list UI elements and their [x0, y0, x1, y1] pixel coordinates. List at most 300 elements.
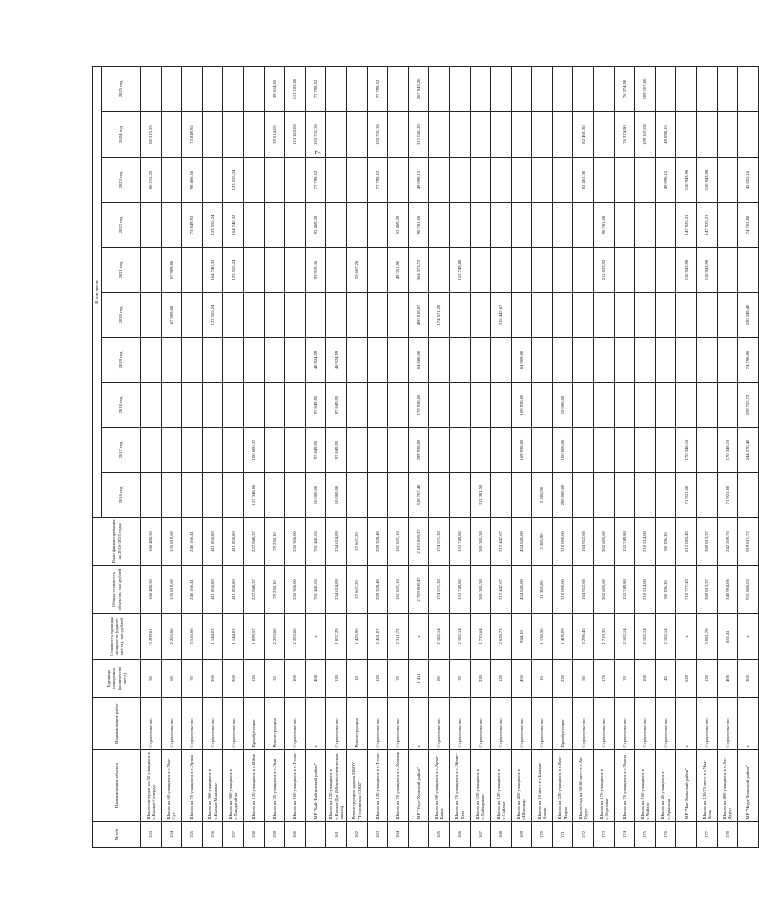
table-row — [182, 66, 203, 847]
year-value: 97 849,95 — [326, 383, 347, 428]
table-row — [738, 66, 759, 847]
header-unit-cost: Стоимость единицы мощности (одного места), тыс.рублей — [93, 614, 141, 660]
year-value — [532, 248, 553, 293]
year-value — [532, 428, 553, 473]
unit-count: 35 — [264, 660, 285, 698]
table-row — [367, 66, 388, 847]
year-value: 10 000,00 — [305, 473, 326, 518]
year-value: 10 000,00 — [326, 473, 347, 518]
table-row — [388, 66, 409, 847]
table-row — [285, 66, 306, 847]
total-cost: 302 605,60 — [594, 566, 615, 614]
year-value: 71 921,60 — [717, 473, 738, 518]
plan-total: 381 381,50 — [470, 518, 491, 566]
year-value — [429, 203, 450, 248]
year-value — [243, 248, 264, 293]
year-value — [326, 203, 347, 248]
year-value — [388, 158, 409, 203]
row-num: 177 — [697, 822, 718, 848]
year-value: 84 969,00 — [511, 338, 532, 383]
header-name: Наименование объекта — [93, 750, 141, 822]
unit-cost: 851,41 — [717, 614, 738, 660]
year-value: 315 447,67 — [491, 293, 512, 338]
year-value — [655, 66, 676, 111]
year-value: 77 798,52 — [305, 158, 326, 203]
year-value — [388, 112, 409, 158]
unit-count: 120 — [326, 660, 347, 698]
year-value — [141, 383, 162, 428]
object-name: Школа на 360 учащихся в с.Хандагайты — [223, 750, 244, 822]
plan-total: 79 228,10 — [264, 518, 285, 566]
unit-count: 70 — [182, 660, 203, 698]
year-value: 211 823,92 — [594, 248, 615, 293]
year-value — [655, 473, 676, 518]
year-value — [491, 203, 512, 248]
unit-cost: 2 263,66 — [285, 614, 306, 660]
year-value — [223, 473, 244, 518]
row-num: 178 — [717, 822, 738, 848]
year-value: 147 925,31 — [676, 203, 697, 248]
year-value — [243, 293, 264, 338]
header-year: 2023 год — [102, 158, 141, 203]
year-value — [573, 248, 594, 293]
year-value — [182, 473, 203, 518]
year-value — [367, 473, 388, 518]
unit-count: 360 — [223, 660, 244, 698]
row-num: 176 — [655, 822, 676, 848]
year-value — [594, 66, 615, 111]
unit-count: 408 — [305, 660, 326, 698]
year-value — [614, 383, 635, 428]
year-value: 67 909,80 — [161, 293, 182, 338]
plan-total: 411 850,80 — [202, 518, 223, 566]
year-value — [491, 112, 512, 158]
plan-total: 424 845,00 — [511, 518, 532, 566]
year-value: 52 469,20 — [388, 203, 409, 248]
year-value: 169 938,00 — [511, 383, 532, 428]
year-value — [326, 66, 347, 111]
year-value: 73 849,92 — [182, 203, 203, 248]
unit-cost: x — [676, 614, 697, 660]
row-num: 156 — [202, 822, 223, 848]
year-value: 49 098,15 — [655, 158, 676, 203]
row-num: 168 — [491, 822, 512, 848]
year-value — [635, 158, 656, 203]
table-row — [202, 66, 223, 847]
header-year: 2016 год — [102, 473, 141, 518]
table-row — [573, 66, 594, 847]
year-value — [594, 158, 615, 203]
table-row — [532, 66, 553, 847]
year-value: 109 107,00 — [635, 66, 656, 111]
year-value — [552, 158, 573, 203]
total-cost: 701 441,65 — [305, 566, 326, 614]
row-num: 158 — [243, 822, 264, 848]
row-num: 175 — [635, 822, 656, 848]
year-value — [511, 248, 532, 293]
year-value — [552, 112, 573, 158]
unit-cost: 2 628,73 — [491, 614, 512, 660]
year-value — [388, 428, 409, 473]
total-cost: 174 571,20 — [429, 566, 450, 614]
year-value — [738, 112, 759, 158]
object-name: Школа на 35 учащихся в с.Эми — [264, 750, 285, 822]
year-value — [202, 158, 223, 203]
plan-total: 2 633 069,37 — [408, 518, 429, 566]
year-value: 45 052,10 — [738, 158, 759, 203]
unit-cost: 2 263,66 — [264, 614, 285, 660]
year-value — [367, 338, 388, 383]
year-value: 220 349,40 — [738, 293, 759, 338]
header-year: 2018 год — [102, 383, 141, 428]
table-row — [223, 66, 244, 847]
page-number: 7 — [313, 150, 323, 155]
year-value — [264, 428, 285, 473]
object-name: Школа на 120/75 мест в с.Чаа-Холь — [697, 750, 718, 822]
plan-total: 152 749,80 — [449, 518, 470, 566]
unit-count: 70 — [388, 660, 409, 698]
year-value: 364 373,72 — [408, 248, 429, 293]
work-type: Строительство — [182, 698, 203, 750]
year-value: 313 381,50 — [470, 473, 491, 518]
year-value — [491, 473, 512, 518]
unit-count: 220 — [552, 660, 573, 698]
year-value — [141, 66, 162, 111]
work-type: x — [738, 698, 759, 750]
year-value — [264, 158, 285, 203]
work-type: Строительство — [511, 698, 532, 750]
year-value: 164 740,32 — [202, 248, 223, 293]
year-value — [717, 338, 738, 383]
year-value — [141, 293, 162, 338]
unit-cost: 1 144,03 — [223, 614, 244, 660]
year-value — [717, 158, 738, 203]
work-type: Строительство — [161, 698, 182, 750]
plan-total: 164 922,60 — [573, 518, 594, 566]
header-year: 2019 год — [102, 338, 141, 383]
work-type: Строительство — [367, 698, 388, 750]
year-value — [285, 203, 306, 248]
table-row — [614, 66, 635, 847]
unit-count: 70 — [614, 660, 635, 698]
table-row — [552, 66, 573, 847]
total-cost: 161 821,10 — [388, 566, 409, 614]
year-value — [655, 383, 676, 428]
year-value: 84 880,00 — [408, 338, 429, 383]
year-value: 90 781,68 — [408, 203, 429, 248]
year-value — [449, 112, 470, 158]
year-value — [697, 428, 718, 473]
row-num: 174 — [614, 822, 635, 848]
year-value — [655, 248, 676, 293]
unit-cost: 1 857,29 — [326, 614, 347, 660]
year-value — [202, 66, 223, 111]
year-value — [449, 66, 470, 111]
year-value — [388, 383, 409, 428]
year-value — [326, 112, 347, 158]
year-value — [161, 112, 182, 158]
total-cost: 164 922,60 — [573, 566, 594, 614]
total-cost: 310 000,00 — [552, 566, 573, 614]
year-value: 82 461,30 — [573, 112, 594, 158]
table-row — [326, 66, 347, 847]
year-value — [285, 248, 306, 293]
plan-total: 369 813,37 — [697, 518, 718, 566]
work-type: Строительство — [614, 698, 635, 750]
year-value — [285, 473, 306, 518]
work-type: x — [676, 698, 697, 750]
year-value — [491, 66, 512, 111]
plan-total: 315 447,67 — [491, 518, 512, 566]
object-name: Реконструкция здания МБОУ "Тээлинская СОШ" — [346, 750, 367, 822]
year-value — [161, 66, 182, 111]
year-value — [614, 338, 635, 383]
year-value — [449, 293, 470, 338]
year-value: 82 461,30 — [573, 158, 594, 203]
unit-cost: x — [738, 614, 759, 660]
object-name: Школа на 100 учащихся в с.Тээли — [285, 750, 306, 822]
object-name: Школа-сад на 50/40 мест в с.Ак-Туруг — [573, 750, 594, 822]
year-value — [264, 203, 285, 248]
row-num: 173 — [594, 822, 615, 848]
year-value: 123 555,24 — [223, 158, 244, 203]
table-row — [161, 66, 182, 847]
row-num: 160 — [285, 822, 306, 848]
year-value — [285, 428, 306, 473]
total-cost: 381 381,50 — [470, 566, 491, 614]
header-year: 2025 год — [102, 66, 141, 111]
object-name: Школа на 120 учащихся в с.Тээли — [367, 750, 388, 822]
year-value: 77 798,52 — [367, 66, 388, 111]
year-value — [367, 203, 388, 248]
year-value — [141, 203, 162, 248]
object-name: Школа на 400 учащихся в с.Ак-Дуруг — [717, 750, 738, 822]
row-num: 165 — [429, 822, 450, 848]
year-value: 97 849,95 — [305, 383, 326, 428]
year-value: 110 943,98 — [697, 158, 718, 203]
object-name: Школа на 120 учащихся в с.Кызыл-Даг (Межпоселенческая школа) — [326, 750, 347, 822]
unit-cost: 1 899,57 — [243, 614, 264, 660]
table-row — [346, 66, 367, 847]
object-name: Школа на 70 учащихся в с.Хемчик — [388, 750, 409, 822]
year-value — [367, 428, 388, 473]
header-year: 2020 год — [102, 293, 141, 338]
work-type: Строительство — [573, 698, 594, 750]
row-num — [408, 822, 429, 848]
unit-cost: 2 182,14 — [655, 614, 676, 660]
year-value — [717, 112, 738, 158]
year-value — [532, 383, 553, 428]
year-value — [594, 428, 615, 473]
year-value — [326, 248, 347, 293]
total-cost: 160 480,50 — [141, 566, 162, 614]
year-value — [223, 383, 244, 428]
year-value — [264, 248, 285, 293]
year-value — [470, 248, 491, 293]
total-cost: 135 819,60 — [161, 566, 182, 614]
year-value — [429, 112, 450, 158]
year-value — [367, 383, 388, 428]
year-value — [161, 338, 182, 383]
work-type: Строительство — [491, 698, 512, 750]
year-value: 110 943,98 — [676, 248, 697, 293]
total-cost: 227 948,37 — [243, 566, 264, 614]
year-value — [594, 383, 615, 428]
year-value — [511, 293, 532, 338]
unit-cost: 2 182,14 — [449, 614, 470, 660]
year-value — [388, 473, 409, 518]
year-value — [511, 473, 532, 518]
unit-cost: 1 138,50 — [532, 614, 553, 660]
year-value — [470, 112, 491, 158]
total-cost: 152 749,80 — [614, 566, 635, 614]
year-value — [717, 248, 738, 293]
unit-cost: 2 263,66 — [161, 614, 182, 660]
year-value: 179 938,00 — [408, 383, 429, 428]
year-value — [717, 66, 738, 111]
year-value — [223, 112, 244, 158]
year-value — [635, 248, 656, 293]
year-value — [470, 66, 491, 111]
table-row — [449, 66, 470, 847]
year-value — [532, 203, 553, 248]
year-value: 299 938,00 — [408, 428, 429, 473]
year-value — [326, 158, 347, 203]
year-value — [552, 66, 573, 111]
year-value — [429, 383, 450, 428]
year-value — [655, 428, 676, 473]
total-cost: 411 850,80 — [223, 566, 244, 614]
year-value — [697, 383, 718, 428]
year-value — [285, 158, 306, 203]
row-num: 167 — [470, 822, 491, 848]
year-value — [429, 248, 450, 293]
unit-count: 50 — [573, 660, 594, 698]
year-value: 5 385,90 — [532, 473, 553, 518]
year-value — [491, 428, 512, 473]
header-work: Наименование работ — [93, 698, 141, 750]
unit-cost: 2 182,14 — [429, 614, 450, 660]
year-value — [717, 383, 738, 428]
year-value: 25 667,26 — [346, 248, 367, 293]
year-value: 80 215,25 — [141, 158, 162, 203]
unit-count: 70 — [449, 660, 470, 698]
year-value — [511, 203, 532, 248]
unit-count: 120 — [367, 660, 388, 698]
year-value — [717, 203, 738, 248]
unit-cost: x — [408, 614, 429, 660]
plan-total: 98 196,30 — [655, 518, 676, 566]
year-value — [264, 473, 285, 518]
work-type: Строительство — [635, 698, 656, 750]
year-value — [676, 338, 697, 383]
row-num: 169 — [511, 822, 532, 848]
unit-cost: 944,10 — [511, 614, 532, 660]
plan-total: 411 850,80 — [223, 518, 244, 566]
plan-total: 242 269,76 — [717, 518, 738, 566]
year-value: 39 614,05 — [264, 112, 285, 158]
year-value — [264, 383, 285, 428]
plan-total: 226 366,00 — [285, 518, 306, 566]
year-value — [470, 158, 491, 203]
year-value — [243, 158, 264, 203]
year-value — [223, 428, 244, 473]
object-name: Школа на 176 учащихся в с.Торгалыг — [594, 750, 615, 822]
year-value — [470, 383, 491, 428]
year-value: 77 798,52 — [367, 158, 388, 203]
year-value — [635, 473, 656, 518]
table-row — [305, 66, 326, 847]
year-value — [655, 203, 676, 248]
year-value — [552, 338, 573, 383]
object-name: МР "Чеди-Хольский район" — [738, 750, 759, 822]
table-row — [264, 66, 285, 847]
plan-total: 174 571,20 — [429, 518, 450, 566]
plan-total: 612 083,45 — [676, 518, 697, 566]
total-cost: 710 777,43 — [676, 566, 697, 614]
total-cost: 259 328,40 — [367, 566, 388, 614]
year-value: 267 943,20 — [408, 66, 429, 111]
year-value — [697, 293, 718, 338]
year-value — [491, 158, 512, 203]
unit-cost: 1 733,64 — [470, 614, 491, 660]
table-row — [141, 66, 162, 847]
object-name: Школа на 450 учащихся в г.Шагонар — [511, 750, 532, 822]
year-value — [429, 338, 450, 383]
year-value — [243, 203, 264, 248]
year-value: 98 466,56 — [182, 158, 203, 203]
year-value: 71 921,60 — [676, 473, 697, 518]
year-value — [614, 293, 635, 338]
plan-total: 302 605,60 — [594, 518, 615, 566]
year-value — [182, 66, 203, 111]
total-cost: 254 624,89 — [326, 566, 347, 614]
work-type: Реконструкция — [264, 698, 285, 750]
year-value — [470, 428, 491, 473]
year-value — [573, 203, 594, 248]
year-value: 49 098,15 — [655, 112, 676, 158]
year-value — [470, 338, 491, 383]
year-value: 10 000,00 — [552, 383, 573, 428]
work-type: Строительство — [429, 698, 450, 750]
plan-total: 5 385,90 — [532, 518, 553, 566]
object-name: Школа на 70 учащихся в с.Чааты — [614, 750, 635, 822]
work-type: Строительство — [326, 698, 347, 750]
unit-count: 220 — [470, 660, 491, 698]
year-value: 80 215,25 — [141, 112, 162, 158]
table-row — [429, 66, 450, 847]
year-value: 123 555,24 — [223, 248, 244, 293]
year-value — [449, 428, 470, 473]
row-num: 164 — [388, 822, 409, 848]
header-year: 2017 год — [102, 428, 141, 473]
object-name: Школа на 70 учащихся в с.Эрзин — [182, 750, 203, 822]
plan-total: 254 624,89 — [326, 518, 347, 566]
year-value — [161, 428, 182, 473]
year-value — [346, 203, 367, 248]
year-value — [161, 383, 182, 428]
unit-cost: 3 081,78 — [697, 614, 718, 660]
plan-total: 135 819,60 — [161, 518, 182, 566]
year-value — [346, 66, 367, 111]
year-value — [635, 338, 656, 383]
unit-cost: 1 409,09 — [552, 614, 573, 660]
year-value — [594, 338, 615, 383]
year-value: 164 740,32 — [223, 203, 244, 248]
row-num: 162 — [346, 822, 367, 848]
year-value: 400 018,87 — [408, 293, 429, 338]
table-row — [408, 66, 429, 847]
